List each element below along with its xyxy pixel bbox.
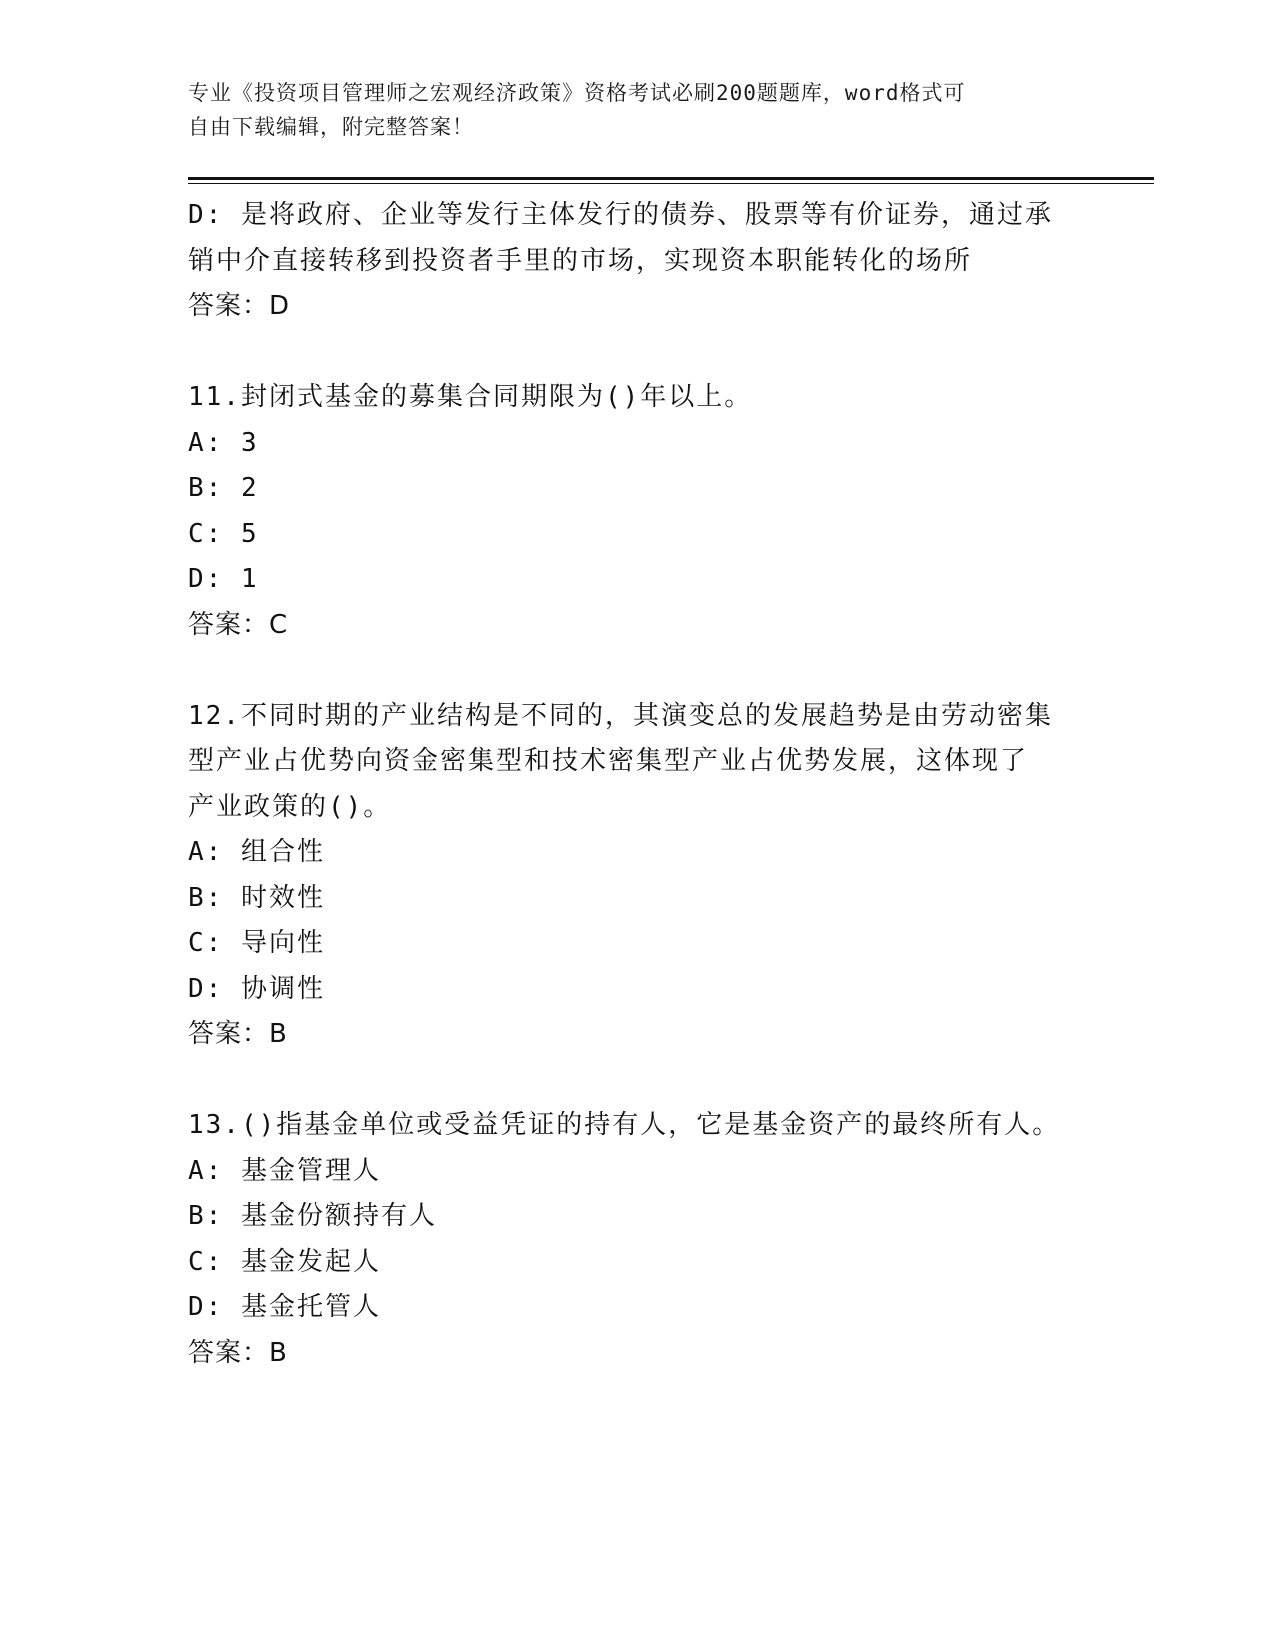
document-header bbox=[188, 76, 1088, 144]
question-10-continuation bbox=[188, 193, 1088, 330]
question-stem: 11.封闭式基金的募集合同期限为()年以上。 bbox=[188, 382, 753, 412]
option-b: B: 时效性 bbox=[188, 882, 325, 913]
option-d: D: 协调性 bbox=[188, 973, 325, 1004]
option-c: C: 5 bbox=[188, 518, 259, 549]
question-stem-line-1: 12.不同时期的产业结构是不同的，其演变总的发展趋势是由劳动密集 bbox=[188, 700, 1053, 731]
header-line-2: 自由下载编辑，附完整答案！ bbox=[188, 115, 474, 139]
header-rule-thin bbox=[188, 183, 1154, 184]
option-d-line-2: 销中介直接转移到投资者手里的市场，实现资本职能转化的场所 bbox=[188, 245, 973, 276]
answer-line: 答案：B bbox=[188, 1019, 288, 1049]
answer-line: 答案：C bbox=[188, 609, 289, 640]
question-stem-line-2: 型产业占优势向资金密集型和技术密集型产业占优势发展，这体现了 bbox=[188, 746, 1029, 776]
question-12 bbox=[188, 694, 1088, 1058]
option-d-line-1: D: 是将政府、企业等发行主体发行的债券、股票等有价证券，通过承 bbox=[188, 200, 1053, 230]
document-body bbox=[188, 193, 1088, 1376]
header-line-1: 专业《投资项目管理师之宏观经济政策》资格考试必刷200题题库，word格式可 bbox=[188, 81, 966, 105]
option-a: A: 组合性 bbox=[188, 837, 325, 867]
option-a: A: 3 bbox=[188, 427, 259, 458]
option-b: B: 基金份额持有人 bbox=[188, 1201, 437, 1231]
header-rule-thick bbox=[188, 177, 1154, 180]
question-stem-line-3: 产业政策的()。 bbox=[188, 791, 392, 822]
option-d: D: 1 bbox=[188, 564, 259, 594]
question-11 bbox=[188, 375, 1088, 648]
answer-line: 答案：B bbox=[188, 1337, 288, 1368]
option-d: D: 基金托管人 bbox=[188, 1292, 381, 1322]
answer-line: 答案：D bbox=[188, 291, 291, 321]
question-stem: 13.()指基金单位或受益凭证的持有人，它是基金资产的最终所有人。 bbox=[188, 1110, 1061, 1140]
question-13 bbox=[188, 1103, 1088, 1376]
option-c: C: 导向性 bbox=[188, 928, 325, 958]
option-a: A: 基金管理人 bbox=[188, 1155, 381, 1186]
option-b: B: 2 bbox=[188, 473, 259, 503]
option-c: C: 基金发起人 bbox=[188, 1246, 381, 1277]
